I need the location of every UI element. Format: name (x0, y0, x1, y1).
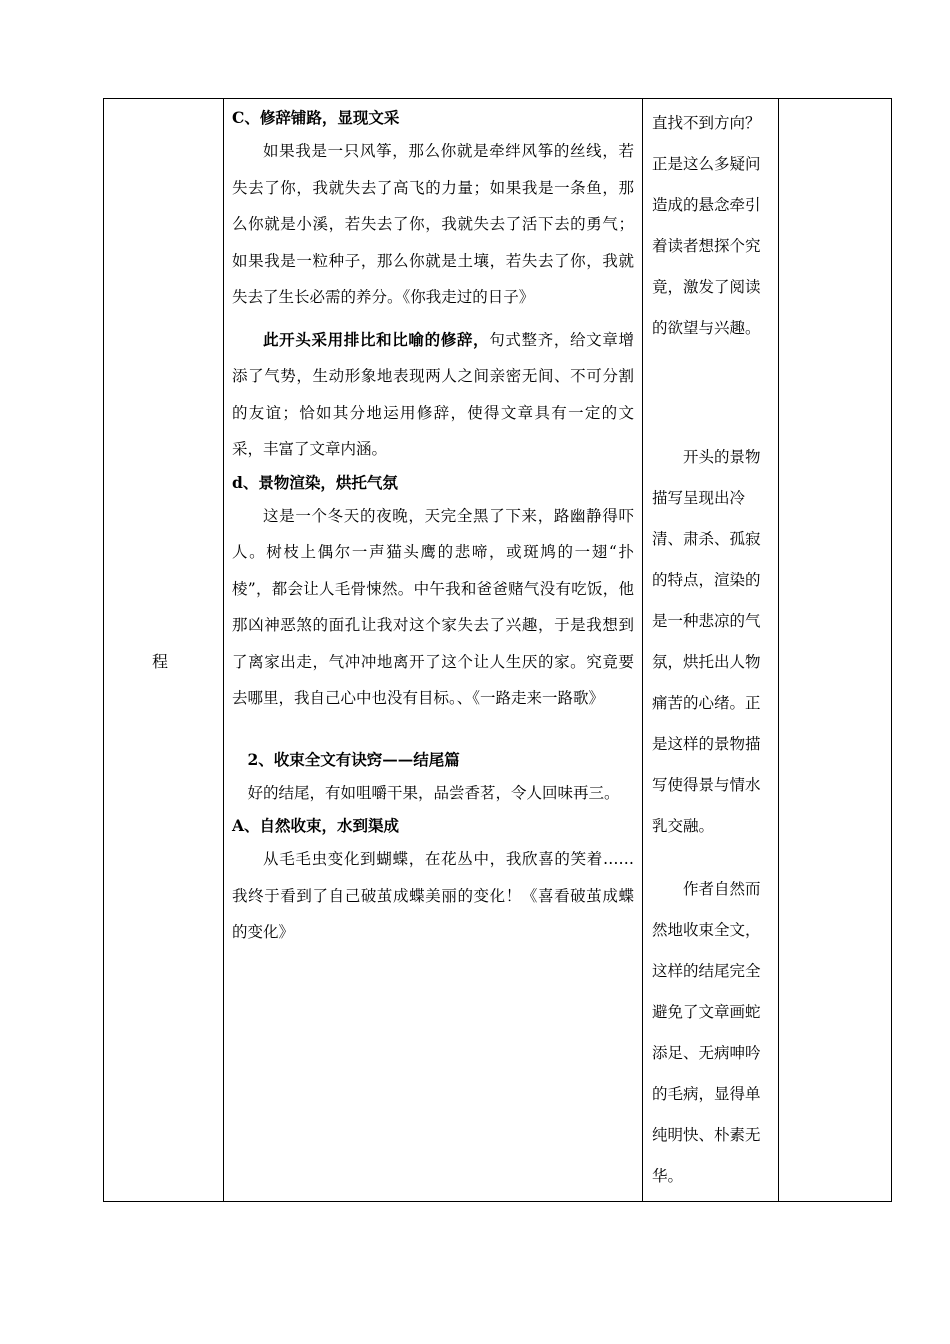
c-analysis (232, 322, 634, 468)
stage-label: 程 (152, 652, 169, 671)
section2-heading: 2、收束全文有诀窍——结尾篇 (247, 749, 460, 769)
stage-column (104, 99, 223, 1201)
a-heading: A、自然收束，水到渠成 (232, 816, 400, 835)
comment-1: 直找不到方向？正是这么多疑问造成的悬念牵引着读者想探个究竟，激发了阅读的欲望与兴趣。 (652, 114, 761, 337)
c-analysis-rest: 句式整齐，给文章增添了气势，生动形象地表现两人之间亲密无间、不可分割的友谊；恰如其分地运用修辞，使得文章具有一定的文采，丰富了文章内涵。 (232, 330, 634, 458)
c-example: 如果我是一只风筝，那么你就是牵绊风筝的丝线，若失去了你，我就失去了高飞的力量；如果我是一条鱼，那么你就是小溪，若失去了你，我就失去了活下去的勇气；如果我是一粒种子，那么你就是土壤，若失去了你，我就失去了生长必需的养分。《你我走过的日子》 (232, 142, 634, 306)
a-example: 从毛毛虫变化到蝴蝶，在花丛中，我欣喜的笑着……我终于看到了自己破茧成蝶美丽的变化！《喜看破茧成蝶的变化》 (232, 850, 634, 941)
content-column (223, 99, 642, 1201)
comment-3: 作者自然而然地收束全文，这样的结尾完全避免了文章画蛇添足、无病呻吟的毛病，显得单纯明快、朴素无华。 (652, 880, 761, 1185)
d-heading: d、景物渲染，烘托气氛 (232, 472, 398, 492)
comment-2: 开头的景物描写呈现出冷清、肃杀、孤寂的特点，渲染的是一种悲凉的气氛，烘托出人物痛苦的心绪。正是这样的景物描写使得景与情水乳交融。 (652, 448, 761, 835)
c-heading: C、修辞铺路，显现文采 (232, 108, 400, 127)
notes-column (778, 99, 893, 1201)
d-example: 这是一个冬天的夜晚，天完全黑了下来，路幽静得吓人。树枝上偶尔一声猫头鹰的悲啼，或斑鸠的一翅“扑棱”，都会让人毛骨悚然。中午我和爸爸赌气没有吃饭，他那凶神恶煞的面孔让我对这个家失去了兴趣，于是我想到了离家出走，气冲冲地离开了这个让人生厌的家。究竟要去哪里，我自己心中也没有目标。、《一路走来一路歌》 (232, 506, 634, 707)
section2-intro: 好的结尾，有如咀嚼干果，品尝香茗，令人回味再三。 (247, 783, 620, 802)
comment-column (642, 99, 778, 1201)
lesson-table (103, 98, 892, 1202)
c-analysis-bold: 此开头采用排比和比喻的修辞， (263, 329, 490, 349)
